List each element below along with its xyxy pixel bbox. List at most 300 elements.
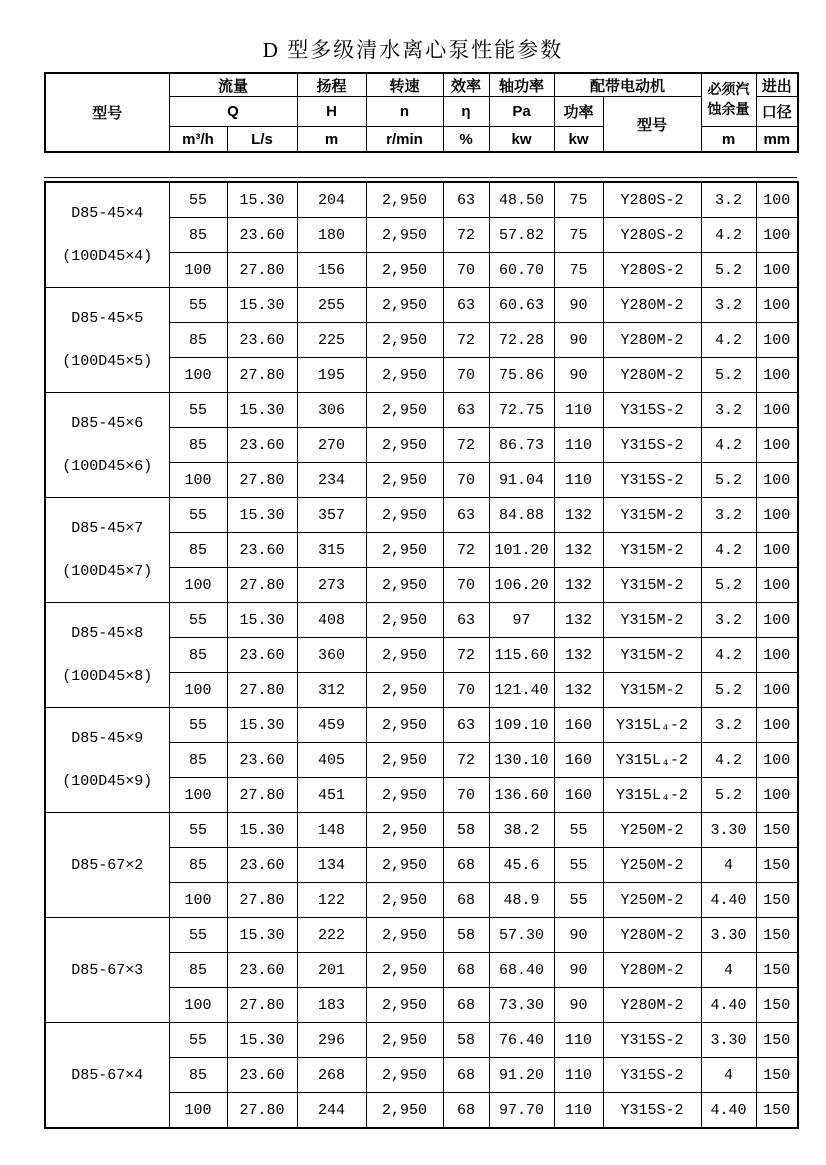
head-m-cell: 306 bbox=[297, 393, 366, 428]
q-m3h-cell: 100 bbox=[169, 358, 227, 393]
speed-rmin-cell: 2,950 bbox=[366, 883, 443, 918]
diameter-mm-cell: 100 bbox=[756, 533, 798, 568]
head-m-cell: 201 bbox=[297, 953, 366, 988]
shaft-power-kw-cell: 86.73 bbox=[489, 428, 554, 463]
head-m-cell: 234 bbox=[297, 463, 366, 498]
efficiency-pct-cell: 70 bbox=[443, 568, 489, 603]
npsh-m-cell: 3.2 bbox=[701, 603, 756, 638]
speed-rmin-cell: 2,950 bbox=[366, 848, 443, 883]
q-ls-cell: 15.30 bbox=[227, 603, 297, 638]
diameter-mm-cell: 100 bbox=[756, 218, 798, 253]
npsh-m-cell: 4 bbox=[701, 1058, 756, 1093]
pump-model-line: D85-45×9 bbox=[71, 730, 144, 747]
motor-model-cell: Y280M-2 bbox=[603, 358, 701, 393]
head-m-cell: 156 bbox=[297, 253, 366, 288]
speed-rmin-cell: 2,950 bbox=[366, 218, 443, 253]
head-m-cell: 222 bbox=[297, 918, 366, 953]
motor-model-cell: Y280M-2 bbox=[603, 288, 701, 323]
pump-model-line: (100D45×8) bbox=[62, 668, 153, 685]
speed-rmin-cell: 2,950 bbox=[366, 463, 443, 498]
q-ls-cell: 23.60 bbox=[227, 953, 297, 988]
npsh-m-cell: 5.2 bbox=[701, 463, 756, 498]
table-row bbox=[45, 182, 798, 218]
page-title: D 型多级清水离心泵性能参数 bbox=[262, 38, 564, 62]
header-inlet-outlet: 进出 bbox=[756, 73, 798, 97]
q-m3h-cell: 85 bbox=[169, 428, 227, 463]
shaft-power-kw-cell: 76.40 bbox=[489, 1023, 554, 1058]
npsh-m-cell: 3.2 bbox=[701, 708, 756, 743]
npsh-m-cell: 4.2 bbox=[701, 218, 756, 253]
q-ls-cell: 15.30 bbox=[227, 288, 297, 323]
parameters-header-table bbox=[44, 72, 799, 153]
shaft-power-kw-cell: 72.28 bbox=[489, 323, 554, 358]
q-ls-cell: 23.60 bbox=[227, 1058, 297, 1093]
efficiency-pct-cell: 72 bbox=[443, 428, 489, 463]
diameter-mm-cell: 150 bbox=[756, 1093, 798, 1129]
shaft-power-kw-cell: 57.82 bbox=[489, 218, 554, 253]
speed-rmin-cell: 2,950 bbox=[366, 953, 443, 988]
head-m-cell: 360 bbox=[297, 638, 366, 673]
diameter-mm-cell: 100 bbox=[756, 393, 798, 428]
motor-model-cell: Y250M-2 bbox=[603, 813, 701, 848]
motor-power-kw-cell: 132 bbox=[554, 603, 603, 638]
shaft-power-kw-cell: 60.70 bbox=[489, 253, 554, 288]
header-efficiency: 效率 bbox=[443, 73, 489, 97]
speed-rmin-cell: 2,950 bbox=[366, 288, 443, 323]
efficiency-pct-cell: 70 bbox=[443, 778, 489, 813]
head-m-cell: 148 bbox=[297, 813, 366, 848]
motor-model-cell: Y280M-2 bbox=[603, 988, 701, 1023]
speed-rmin-cell: 2,950 bbox=[366, 778, 443, 813]
q-m3h-cell: 55 bbox=[169, 288, 227, 323]
motor-model-cell: Y315M-2 bbox=[603, 533, 701, 568]
pump-model-line: (100D45×6) bbox=[62, 458, 153, 475]
motor-power-kw-cell: 90 bbox=[554, 988, 603, 1023]
header-q-symbol: Q bbox=[169, 97, 297, 127]
motor-model-cell: Y315S-2 bbox=[603, 393, 701, 428]
header-row-1 bbox=[45, 73, 798, 97]
shaft-power-kw-cell: 106.20 bbox=[489, 568, 554, 603]
diameter-mm-cell: 150 bbox=[756, 883, 798, 918]
shaft-power-kw-cell: 48.9 bbox=[489, 883, 554, 918]
q-ls-cell: 27.80 bbox=[227, 988, 297, 1023]
diameter-mm-cell: 100 bbox=[756, 743, 798, 778]
diameter-mm-cell: 100 bbox=[756, 778, 798, 813]
header-unit-ls: L/s bbox=[227, 127, 297, 153]
pump-model-cell bbox=[45, 288, 169, 393]
efficiency-pct-cell: 70 bbox=[443, 463, 489, 498]
header-shaft-power: 轴功率 bbox=[489, 73, 554, 97]
motor-power-kw-cell: 132 bbox=[554, 568, 603, 603]
header-h-symbol: H bbox=[297, 97, 366, 127]
diameter-mm-cell: 100 bbox=[756, 673, 798, 708]
head-m-cell: 270 bbox=[297, 428, 366, 463]
npsh-m-cell: 5.2 bbox=[701, 568, 756, 603]
table-row bbox=[45, 288, 798, 323]
motor-power-kw-cell: 75 bbox=[554, 218, 603, 253]
table-row bbox=[45, 1023, 798, 1058]
pump-model-line: D85-67×2 bbox=[71, 856, 144, 874]
efficiency-pct-cell: 58 bbox=[443, 1023, 489, 1058]
header-flow: 流量 bbox=[169, 73, 297, 97]
q-ls-cell: 15.30 bbox=[227, 708, 297, 743]
q-ls-cell: 27.80 bbox=[227, 253, 297, 288]
header-unit-mm: mm bbox=[756, 127, 798, 153]
shaft-power-kw-cell: 136.60 bbox=[489, 778, 554, 813]
header-unit-npsh-m: m bbox=[701, 127, 756, 153]
motor-model-cell: Y280S-2 bbox=[603, 253, 701, 288]
motor-model-cell: Y315S-2 bbox=[603, 463, 701, 498]
efficiency-pct-cell: 68 bbox=[443, 883, 489, 918]
speed-rmin-cell: 2,950 bbox=[366, 988, 443, 1023]
shaft-power-kw-cell: 72.75 bbox=[489, 393, 554, 428]
efficiency-pct-cell: 63 bbox=[443, 393, 489, 428]
q-ls-cell: 27.80 bbox=[227, 778, 297, 813]
q-m3h-cell: 85 bbox=[169, 743, 227, 778]
motor-power-kw-cell: 132 bbox=[554, 673, 603, 708]
efficiency-pct-cell: 72 bbox=[443, 323, 489, 358]
diameter-mm-cell: 100 bbox=[756, 358, 798, 393]
q-ls-cell: 23.60 bbox=[227, 638, 297, 673]
motor-power-kw-cell: 55 bbox=[554, 813, 603, 848]
npsh-m-cell: 3.30 bbox=[701, 813, 756, 848]
header-diameter: 口径 bbox=[756, 97, 798, 127]
head-m-cell: 315 bbox=[297, 533, 366, 568]
pump-model-line: D85-45×6 bbox=[71, 415, 144, 432]
motor-model-cell: Y280M-2 bbox=[603, 953, 701, 988]
speed-rmin-cell: 2,950 bbox=[366, 708, 443, 743]
motor-power-kw-cell: 110 bbox=[554, 1023, 603, 1058]
q-m3h-cell: 55 bbox=[169, 1023, 227, 1058]
header-unit-m3h: m³/h bbox=[169, 127, 227, 153]
npsh-m-cell: 3.2 bbox=[701, 393, 756, 428]
speed-rmin-cell: 2,950 bbox=[366, 638, 443, 673]
npsh-m-cell: 4 bbox=[701, 848, 756, 883]
motor-power-kw-cell: 55 bbox=[554, 848, 603, 883]
npsh-m-cell: 4.40 bbox=[701, 883, 756, 918]
header-unit-kw-motor: kw bbox=[554, 127, 603, 153]
motor-power-kw-cell: 110 bbox=[554, 463, 603, 498]
speed-rmin-cell: 2,950 bbox=[366, 182, 443, 218]
npsh-m-cell: 5.2 bbox=[701, 358, 756, 393]
efficiency-pct-cell: 68 bbox=[443, 1058, 489, 1093]
motor-model-cell: Y315M-2 bbox=[603, 638, 701, 673]
diameter-mm-cell: 100 bbox=[756, 288, 798, 323]
motor-power-kw-cell: 132 bbox=[554, 533, 603, 568]
speed-rmin-cell: 2,950 bbox=[366, 603, 443, 638]
speed-rmin-cell: 2,950 bbox=[366, 358, 443, 393]
motor-power-kw-cell: 110 bbox=[554, 1093, 603, 1129]
head-m-cell: 122 bbox=[297, 883, 366, 918]
efficiency-pct-cell: 68 bbox=[443, 988, 489, 1023]
motor-power-kw-cell: 132 bbox=[554, 498, 603, 533]
efficiency-pct-cell: 63 bbox=[443, 708, 489, 743]
q-m3h-cell: 100 bbox=[169, 778, 227, 813]
table-row bbox=[45, 918, 798, 953]
pump-model-line: D85-45×4 bbox=[71, 205, 144, 222]
head-m-cell: 195 bbox=[297, 358, 366, 393]
pump-model-line: D85-67×3 bbox=[71, 961, 144, 979]
speed-rmin-cell: 2,950 bbox=[366, 393, 443, 428]
efficiency-pct-cell: 63 bbox=[443, 498, 489, 533]
speed-rmin-cell: 2,950 bbox=[366, 498, 443, 533]
efficiency-pct-cell: 63 bbox=[443, 182, 489, 218]
motor-power-kw-cell: 160 bbox=[554, 778, 603, 813]
npsh-m-cell: 4.40 bbox=[701, 988, 756, 1023]
head-m-cell: 312 bbox=[297, 673, 366, 708]
header-unit-pct: % bbox=[443, 127, 489, 153]
q-m3h-cell: 100 bbox=[169, 568, 227, 603]
q-m3h-cell: 55 bbox=[169, 182, 227, 218]
q-ls-cell: 27.80 bbox=[227, 568, 297, 603]
motor-model-cell: Y280M-2 bbox=[603, 323, 701, 358]
motor-model-cell: Y280S-2 bbox=[603, 218, 701, 253]
efficiency-pct-cell: 68 bbox=[443, 848, 489, 883]
pump-model-line: D85-45×8 bbox=[71, 625, 144, 642]
motor-power-kw-cell: 55 bbox=[554, 883, 603, 918]
data-table-body bbox=[45, 182, 798, 1128]
q-m3h-cell: 55 bbox=[169, 603, 227, 638]
motor-model-cell: Y280M-2 bbox=[603, 918, 701, 953]
npsh-m-cell: 3.2 bbox=[701, 498, 756, 533]
motor-model-cell: Y315M-2 bbox=[603, 673, 701, 708]
shaft-power-kw-cell: 97 bbox=[489, 603, 554, 638]
q-m3h-cell: 55 bbox=[169, 393, 227, 428]
motor-model-cell: Y250M-2 bbox=[603, 848, 701, 883]
pump-model-line: (100D45×4) bbox=[62, 248, 153, 265]
shaft-power-kw-cell: 48.50 bbox=[489, 182, 554, 218]
q-m3h-cell: 100 bbox=[169, 988, 227, 1023]
q-ls-cell: 23.60 bbox=[227, 428, 297, 463]
pump-model-cell bbox=[45, 393, 169, 498]
npsh-m-cell: 4 bbox=[701, 953, 756, 988]
pump-model-line: D85-45×7 bbox=[71, 520, 144, 537]
motor-model-cell: Y315S-2 bbox=[603, 1093, 701, 1129]
shaft-power-kw-cell: 38.2 bbox=[489, 813, 554, 848]
npsh-m-cell: 4.2 bbox=[701, 638, 756, 673]
q-m3h-cell: 85 bbox=[169, 638, 227, 673]
motor-power-kw-cell: 110 bbox=[554, 393, 603, 428]
q-ls-cell: 27.80 bbox=[227, 673, 297, 708]
pump-model-line: D85-67×4 bbox=[71, 1066, 144, 1084]
efficiency-pct-cell: 70 bbox=[443, 358, 489, 393]
header-pa-symbol: Pa bbox=[489, 97, 554, 127]
q-m3h-cell: 100 bbox=[169, 673, 227, 708]
diameter-mm-cell: 150 bbox=[756, 953, 798, 988]
efficiency-pct-cell: 72 bbox=[443, 743, 489, 778]
pump-model-cell bbox=[45, 813, 169, 918]
efficiency-pct-cell: 58 bbox=[443, 918, 489, 953]
head-m-cell: 180 bbox=[297, 218, 366, 253]
motor-model-cell: Y315S-2 bbox=[603, 1023, 701, 1058]
pump-model-line: (100D45×5) bbox=[62, 353, 153, 370]
header-motor-power: 功率 bbox=[554, 97, 603, 127]
shaft-power-kw-cell: 75.86 bbox=[489, 358, 554, 393]
q-ls-cell: 15.30 bbox=[227, 182, 297, 218]
q-ls-cell: 15.30 bbox=[227, 498, 297, 533]
efficiency-pct-cell: 63 bbox=[443, 603, 489, 638]
diameter-mm-cell: 150 bbox=[756, 988, 798, 1023]
shaft-power-kw-cell: 57.30 bbox=[489, 918, 554, 953]
shaft-power-kw-cell: 115.60 bbox=[489, 638, 554, 673]
pump-model-cell bbox=[45, 708, 169, 813]
q-ls-cell: 23.60 bbox=[227, 533, 297, 568]
q-ls-cell: 23.60 bbox=[227, 743, 297, 778]
shaft-power-kw-cell: 60.63 bbox=[489, 288, 554, 323]
speed-rmin-cell: 2,950 bbox=[366, 1023, 443, 1058]
diameter-mm-cell: 100 bbox=[756, 253, 798, 288]
header-speed: 转速 bbox=[366, 73, 443, 97]
speed-rmin-cell: 2,950 bbox=[366, 743, 443, 778]
q-ls-cell: 23.60 bbox=[227, 323, 297, 358]
efficiency-pct-cell: 70 bbox=[443, 253, 489, 288]
head-m-cell: 244 bbox=[297, 1093, 366, 1129]
table-row bbox=[45, 393, 798, 428]
motor-power-kw-cell: 90 bbox=[554, 323, 603, 358]
head-m-cell: 225 bbox=[297, 323, 366, 358]
diameter-mm-cell: 150 bbox=[756, 918, 798, 953]
diameter-mm-cell: 100 bbox=[756, 428, 798, 463]
speed-rmin-cell: 2,950 bbox=[366, 918, 443, 953]
motor-model-cell: Y315L₄-2 bbox=[603, 708, 701, 743]
header-npsh: 必须汽蚀余量 bbox=[701, 73, 756, 127]
diameter-mm-cell: 100 bbox=[756, 323, 798, 358]
q-m3h-cell: 55 bbox=[169, 708, 227, 743]
npsh-m-cell: 4.2 bbox=[701, 743, 756, 778]
q-m3h-cell: 55 bbox=[169, 918, 227, 953]
q-ls-cell: 27.80 bbox=[227, 883, 297, 918]
npsh-m-cell: 5.2 bbox=[701, 778, 756, 813]
q-ls-cell: 27.80 bbox=[227, 358, 297, 393]
q-m3h-cell: 100 bbox=[169, 883, 227, 918]
shaft-power-kw-cell: 84.88 bbox=[489, 498, 554, 533]
motor-model-cell: Y315S-2 bbox=[603, 1058, 701, 1093]
motor-power-kw-cell: 110 bbox=[554, 428, 603, 463]
shaft-power-kw-cell: 97.70 bbox=[489, 1093, 554, 1129]
motor-model-cell: Y315L₄-2 bbox=[603, 743, 701, 778]
head-m-cell: 183 bbox=[297, 988, 366, 1023]
head-m-cell: 451 bbox=[297, 778, 366, 813]
motor-power-kw-cell: 90 bbox=[554, 918, 603, 953]
head-m-cell: 296 bbox=[297, 1023, 366, 1058]
q-m3h-cell: 85 bbox=[169, 848, 227, 883]
diameter-mm-cell: 150 bbox=[756, 813, 798, 848]
pump-model-cell bbox=[45, 918, 169, 1023]
motor-power-kw-cell: 160 bbox=[554, 743, 603, 778]
npsh-m-cell: 3.2 bbox=[701, 288, 756, 323]
head-m-cell: 273 bbox=[297, 568, 366, 603]
motor-model-cell: Y315S-2 bbox=[603, 428, 701, 463]
speed-rmin-cell: 2,950 bbox=[366, 1093, 443, 1129]
parameters-data-table bbox=[44, 181, 799, 1129]
motor-power-kw-cell: 132 bbox=[554, 638, 603, 673]
shaft-power-kw-cell: 130.10 bbox=[489, 743, 554, 778]
motor-power-kw-cell: 75 bbox=[554, 182, 603, 218]
motor-power-kw-cell: 90 bbox=[554, 358, 603, 393]
head-m-cell: 408 bbox=[297, 603, 366, 638]
motor-model-cell: Y315M-2 bbox=[603, 568, 701, 603]
q-ls-cell: 15.30 bbox=[227, 1023, 297, 1058]
q-m3h-cell: 100 bbox=[169, 463, 227, 498]
efficiency-pct-cell: 72 bbox=[443, 218, 489, 253]
diameter-mm-cell: 100 bbox=[756, 568, 798, 603]
motor-model-cell: Y315M-2 bbox=[603, 498, 701, 533]
speed-rmin-cell: 2,950 bbox=[366, 323, 443, 358]
npsh-m-cell: 3.30 bbox=[701, 918, 756, 953]
pump-model-cell bbox=[45, 603, 169, 708]
diameter-mm-cell: 150 bbox=[756, 1023, 798, 1058]
q-m3h-cell: 100 bbox=[169, 253, 227, 288]
table-row bbox=[45, 603, 798, 638]
shaft-power-kw-cell: 121.40 bbox=[489, 673, 554, 708]
motor-model-cell: Y315M-2 bbox=[603, 603, 701, 638]
header-eta-symbol: η bbox=[443, 97, 489, 127]
q-ls-cell: 15.30 bbox=[227, 393, 297, 428]
shaft-power-kw-cell: 109.10 bbox=[489, 708, 554, 743]
diameter-mm-cell: 100 bbox=[756, 182, 798, 218]
q-m3h-cell: 55 bbox=[169, 813, 227, 848]
header-head: 扬程 bbox=[297, 73, 366, 97]
table-row bbox=[45, 498, 798, 533]
head-m-cell: 459 bbox=[297, 708, 366, 743]
pump-model-cell bbox=[45, 1023, 169, 1129]
motor-model-cell: Y280S-2 bbox=[603, 182, 701, 218]
shaft-power-kw-cell: 45.6 bbox=[489, 848, 554, 883]
q-ls-cell: 15.30 bbox=[227, 813, 297, 848]
npsh-m-cell: 3.2 bbox=[701, 182, 756, 218]
diameter-mm-cell: 100 bbox=[756, 638, 798, 673]
speed-rmin-cell: 2,950 bbox=[366, 813, 443, 848]
pump-model-line: (100D45×9) bbox=[62, 773, 153, 790]
shaft-power-kw-cell: 73.30 bbox=[489, 988, 554, 1023]
diameter-mm-cell: 150 bbox=[756, 848, 798, 883]
npsh-m-cell: 5.2 bbox=[701, 673, 756, 708]
npsh-m-cell: 5.2 bbox=[701, 253, 756, 288]
head-m-cell: 255 bbox=[297, 288, 366, 323]
header-motor-model: 型号 bbox=[603, 97, 701, 153]
motor-power-kw-cell: 90 bbox=[554, 288, 603, 323]
q-m3h-cell: 85 bbox=[169, 953, 227, 988]
motor-model-cell: Y250M-2 bbox=[603, 883, 701, 918]
npsh-m-cell: 4.2 bbox=[701, 533, 756, 568]
efficiency-pct-cell: 72 bbox=[443, 533, 489, 568]
head-m-cell: 134 bbox=[297, 848, 366, 883]
diameter-mm-cell: 100 bbox=[756, 498, 798, 533]
table-row bbox=[45, 708, 798, 743]
header-motor: 配带电动机 bbox=[554, 73, 701, 97]
efficiency-pct-cell: 70 bbox=[443, 673, 489, 708]
npsh-m-cell: 4.40 bbox=[701, 1093, 756, 1129]
header-unit-m: m bbox=[297, 127, 366, 153]
motor-power-kw-cell: 75 bbox=[554, 253, 603, 288]
speed-rmin-cell: 2,950 bbox=[366, 428, 443, 463]
diameter-mm-cell: 100 bbox=[756, 708, 798, 743]
shaft-power-kw-cell: 91.04 bbox=[489, 463, 554, 498]
npsh-m-cell: 3.30 bbox=[701, 1023, 756, 1058]
efficiency-pct-cell: 68 bbox=[443, 953, 489, 988]
q-ls-cell: 23.60 bbox=[227, 848, 297, 883]
pump-model-cell bbox=[45, 498, 169, 603]
head-m-cell: 268 bbox=[297, 1058, 366, 1093]
q-m3h-cell: 85 bbox=[169, 1058, 227, 1093]
header-unit-kw-shaft: kw bbox=[489, 127, 554, 153]
shaft-power-kw-cell: 68.40 bbox=[489, 953, 554, 988]
speed-rmin-cell: 2,950 bbox=[366, 253, 443, 288]
motor-power-kw-cell: 90 bbox=[554, 953, 603, 988]
q-m3h-cell: 100 bbox=[169, 1093, 227, 1129]
motor-model-cell: Y315L₄-2 bbox=[603, 778, 701, 813]
speed-rmin-cell: 2,950 bbox=[366, 673, 443, 708]
